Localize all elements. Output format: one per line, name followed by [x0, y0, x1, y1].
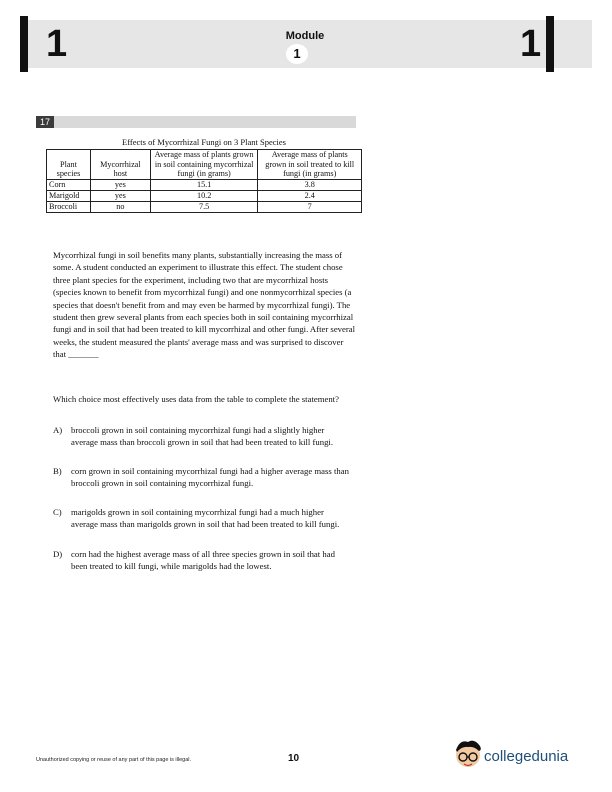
table-cell: 10.2 — [150, 190, 258, 201]
table-row — [47, 179, 362, 190]
table-cell: Broccoli — [47, 201, 91, 212]
question-bar — [36, 116, 356, 128]
copyright-note: Unauthorized copying or reuse of any part of this page is illegal. — [36, 757, 192, 763]
table-cell: Corn — [47, 179, 91, 190]
choice-text: corn had the highest average mass of all three species grown in soil that had been treated to kill fungi, while marigolds had the lowest. — [71, 549, 335, 572]
choice-text: corn grown in soil containing mycorrhizal fungi had a higher average mass than broccoli grown in soil containing mycorrhizal fungi. — [71, 466, 349, 489]
column-header: Mycorrhizal host — [90, 150, 150, 180]
column-header: Average mass of plants grown in soil treated to kill fungi (in grams) — [258, 150, 362, 180]
passage-text: Mycorrhizal fungi in soil benefits many plants, substantially increasing the mass of some. A student conducted an experiment to illustrate this effect. The student chose three plant species for the experiment, including two that are mycorrhizal hosts (species known to benefit from mycorrhizal fungi) and one nonmycorrhizal species (a species that doesn't benefit from and may even be harmed by mycorrhizal fungi). The student then grew several plants from each species both in soil containing mycorrhizal fungi and in soil that had been treated to kill mycorrhizal and other fungi. After several weeks, the student measured the plants' average mass and was surprised to discover that _______ — [53, 250, 356, 360]
answer-choice-c[interactable] — [53, 506, 353, 531]
data-table — [46, 149, 362, 213]
module-number-right: 1 — [520, 23, 542, 65]
header-right-bar — [546, 16, 554, 72]
table-cell: 2.4 — [258, 190, 362, 201]
choice-text: marigolds grown in soil containing mycorrhizal fungi had a much higher average mass than marigolds grown in soil that had been treated to kill fungi. — [71, 507, 340, 530]
table-header-row — [47, 150, 362, 180]
module-header-band — [20, 20, 592, 68]
column-header: Plant species — [47, 150, 91, 180]
table-cell: 7 — [258, 201, 362, 212]
table-cell: 3.8 — [258, 179, 362, 190]
choice-letter: A) — [53, 425, 63, 435]
header-left-bar — [20, 16, 28, 72]
module-label: Module — [285, 30, 325, 42]
brand-name: collegedunia — [484, 748, 569, 765]
table-cell: Marigold — [47, 190, 91, 201]
module-number-badge: 1 — [286, 44, 308, 64]
table-cell: yes — [90, 179, 150, 190]
question-number: 17 — [36, 116, 54, 128]
page-number: 10 — [288, 753, 300, 764]
choice-letter: C) — [53, 507, 62, 517]
column-header: Average mass of plants grown in soil containing mycorrhizal fungi (in grams) — [150, 150, 258, 180]
table-title: Effects of Mycorrhizal Fungi on 3 Plant Species — [122, 137, 286, 147]
answer-choice-a[interactable] — [53, 424, 353, 449]
table-row — [47, 190, 362, 201]
choice-letter: B) — [53, 466, 62, 476]
table-row — [47, 201, 362, 212]
choice-letter: D) — [53, 549, 63, 559]
question-prompt: Which choice most effectively uses data from the table to complete the statement? — [53, 394, 339, 404]
table-cell: 15.1 — [150, 179, 258, 190]
table-cell: no — [90, 201, 150, 212]
table-cell: 7.5 — [150, 201, 258, 212]
answer-choice-d[interactable] — [53, 548, 353, 573]
module-number-left: 1 — [46, 23, 68, 65]
table-cell: yes — [90, 190, 150, 201]
answer-choice-b[interactable] — [53, 465, 353, 490]
choice-text: broccoli grown in soil containing mycorrhizal fungi had a slightly higher average mass than broccoli grown in soil that had been treated to kill fungi. — [71, 425, 333, 448]
